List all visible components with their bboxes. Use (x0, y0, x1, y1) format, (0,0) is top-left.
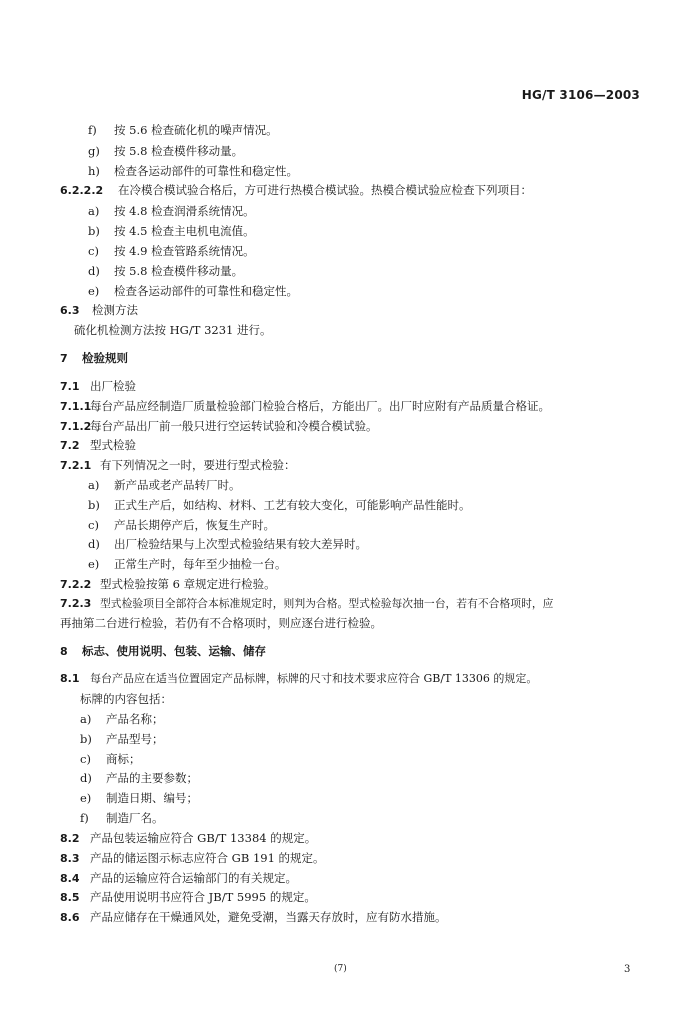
item-text: 制造厂名。 (106, 811, 164, 825)
item-label: b) (88, 224, 100, 238)
clause-text: 产品应储存在干燥通风处，避免受潮，当露天存放时，应有防水措施。 (90, 910, 447, 924)
list-item (88, 517, 275, 533)
clause-line (60, 889, 316, 906)
clause-text: 出厂检验 (90, 379, 136, 393)
item-text: 制造日期、编号； (106, 791, 198, 805)
clause-text: 在冷模合模试验合格后，方可进行热模合模试验。热模合模试验应检查下列项目： (118, 183, 532, 197)
item-label: d) (88, 537, 100, 551)
item-label: c) (88, 518, 99, 532)
clause-number: 7.2.3 (60, 597, 92, 610)
section-heading (60, 643, 266, 660)
item-label: g) (88, 144, 100, 158)
clause-number: 7.1.2 (60, 420, 92, 433)
item-text: 产品的主要参数； (106, 771, 198, 785)
clause-line (60, 909, 447, 926)
item-text: 商标； (106, 752, 141, 766)
item-label: e) (88, 284, 100, 298)
clause-number: 8.6 (60, 911, 80, 924)
clause-number: 7.2.2 (60, 578, 92, 591)
clause-number: 8.2 (60, 832, 80, 845)
clause-number: 8.3 (60, 852, 80, 865)
section-number: 8 (60, 645, 68, 658)
item-text: 出厂检验结果与上次型式检验结果有较大差异时。 (114, 537, 367, 551)
section-title: 检验规则 (82, 351, 128, 365)
clause-number: 6.3 (60, 304, 80, 317)
item-text: 产品名称； (106, 712, 164, 726)
clause-text: 型式检验 (90, 438, 136, 452)
clause-number: 8.4 (60, 872, 80, 885)
clause-line (60, 576, 276, 593)
footer-mark: (7) (334, 964, 347, 974)
item-text: 新产品或老产品转厂时。 (114, 478, 241, 492)
clause-number: 7.2.1 (60, 459, 92, 472)
list-item (80, 731, 164, 747)
paragraph-line (74, 322, 272, 338)
paragraph-text: 再抽第二台进行检验，若仍有不合格项时，则应逐台进行检验。 (60, 616, 382, 630)
item-label: a) (88, 478, 100, 492)
item-text: 正常生产时，每年至少抽检一台。 (114, 557, 287, 571)
list-item (80, 711, 164, 727)
item-label: e) (80, 791, 92, 805)
list-item (88, 223, 255, 239)
clause-number: 7.1.1 (60, 400, 92, 413)
item-text: 按 4.8 检查润滑系统情况。 (114, 204, 255, 218)
item-text: 按 4.5 检查主电机电流值。 (114, 224, 255, 238)
clause-line (60, 457, 296, 474)
item-text: 产品长期停产后，恢复生产时。 (114, 518, 275, 532)
item-text: 按 5.6 检查硫化机的噪声情况。 (114, 123, 278, 137)
list-item (88, 477, 241, 493)
item-label: a) (80, 712, 92, 726)
clause-line (60, 398, 550, 415)
list-item (88, 203, 255, 219)
list-item (88, 143, 243, 159)
list-item (88, 263, 243, 279)
clause-line (60, 870, 297, 887)
clause-line (60, 850, 325, 867)
item-text: 检查各运动部件的可靠性和稳定性。 (114, 164, 298, 178)
clause-text: 产品的运输应符合运输部门的有关规定。 (90, 871, 297, 885)
clause-line (60, 302, 138, 319)
clause-line (60, 418, 378, 435)
item-label: c) (80, 752, 91, 766)
clause-line (60, 671, 537, 687)
list-item (88, 122, 278, 138)
clause-line (60, 596, 553, 612)
item-text: 按 4.9 检查管路系统情况。 (114, 244, 255, 258)
clause-text: 产品包装运输应符合 GB/T 13384 的规定。 (90, 831, 317, 845)
list-item (88, 497, 471, 513)
clause-number: 7.2 (60, 439, 80, 452)
clause-line (60, 182, 532, 199)
clause-line (60, 437, 136, 454)
clause-text: 每台产品应经制造厂质量检验部门检验合格后，方能出厂。出厂时应附有产品质量合格证。 (90, 399, 550, 413)
list-item (80, 770, 198, 786)
standard-code: HG/T 3106—2003 (521, 88, 640, 102)
list-item (88, 283, 298, 299)
clause-number: 7.1 (60, 380, 80, 393)
clause-number: 8.1 (60, 672, 80, 685)
clause-text: 产品的储运图示标志应符合 GB 191 的规定。 (90, 851, 325, 865)
list-item (88, 243, 255, 259)
clause-line (60, 830, 316, 847)
list-item (88, 536, 367, 552)
item-text: 正式生产后，如结构、材料、工艺有较大变化，可能影响产品性能时。 (114, 498, 471, 512)
section-number: 7 (60, 352, 68, 365)
item-text: 按 5.8 检查模件移动量。 (114, 144, 244, 158)
clause-text: 有下列情况之一时，要进行型式检验： (100, 458, 296, 472)
item-label: h) (88, 164, 100, 178)
page-number: 3 (624, 964, 631, 975)
list-item (88, 163, 298, 179)
paragraph-text: 硫化机检测方法按 HG/T 3231 进行。 (74, 323, 272, 337)
clause-line (60, 378, 136, 395)
item-label: e) (88, 557, 100, 571)
clause-text: 每台产品应在适当位置固定产品标牌，标牌的尺寸和技术要求应符合 GB/T 13306 的规定。 (90, 672, 538, 685)
item-text: 产品型号； (106, 732, 164, 746)
list-item (88, 556, 287, 572)
clause-text: 每台产品出厂前一般只进行空运转试验和冷模合模试验。 (90, 419, 378, 433)
section-heading (60, 350, 128, 367)
paragraph-line (80, 691, 172, 707)
clause-text: 检测方法 (92, 303, 138, 317)
item-label: b) (88, 498, 100, 512)
item-label: a) (88, 204, 100, 218)
item-label: c) (88, 244, 99, 258)
item-label: d) (80, 771, 92, 785)
list-item (80, 790, 198, 806)
clause-text: 产品使用说明书应符合 JB/T 5995 的规定。 (90, 890, 316, 904)
item-label: b) (80, 732, 92, 746)
item-text: 检查各运动部件的可靠性和稳定性。 (114, 284, 298, 298)
section-title: 标志、使用说明、包装、运输、储存 (82, 644, 266, 658)
clause-text: 型式检验项目全部符合本标准规定时，则判为合格。型式检验每次抽一台，若有不合格项时，应 (100, 597, 554, 610)
paragraph-text: 标牌的内容包括： (80, 692, 172, 706)
list-item (80, 751, 141, 767)
paragraph-line (60, 615, 382, 631)
clause-number: 6.2.2.2 (60, 184, 104, 197)
item-label: d) (88, 264, 100, 278)
item-label: f) (88, 123, 97, 137)
item-text: 按 5.8 检查模件移动量。 (114, 264, 244, 278)
clause-text: 型式检验按第 6 章规定进行检验。 (100, 577, 276, 591)
item-label: f) (80, 811, 89, 825)
clause-number: 8.5 (60, 891, 80, 904)
list-item (80, 810, 164, 826)
